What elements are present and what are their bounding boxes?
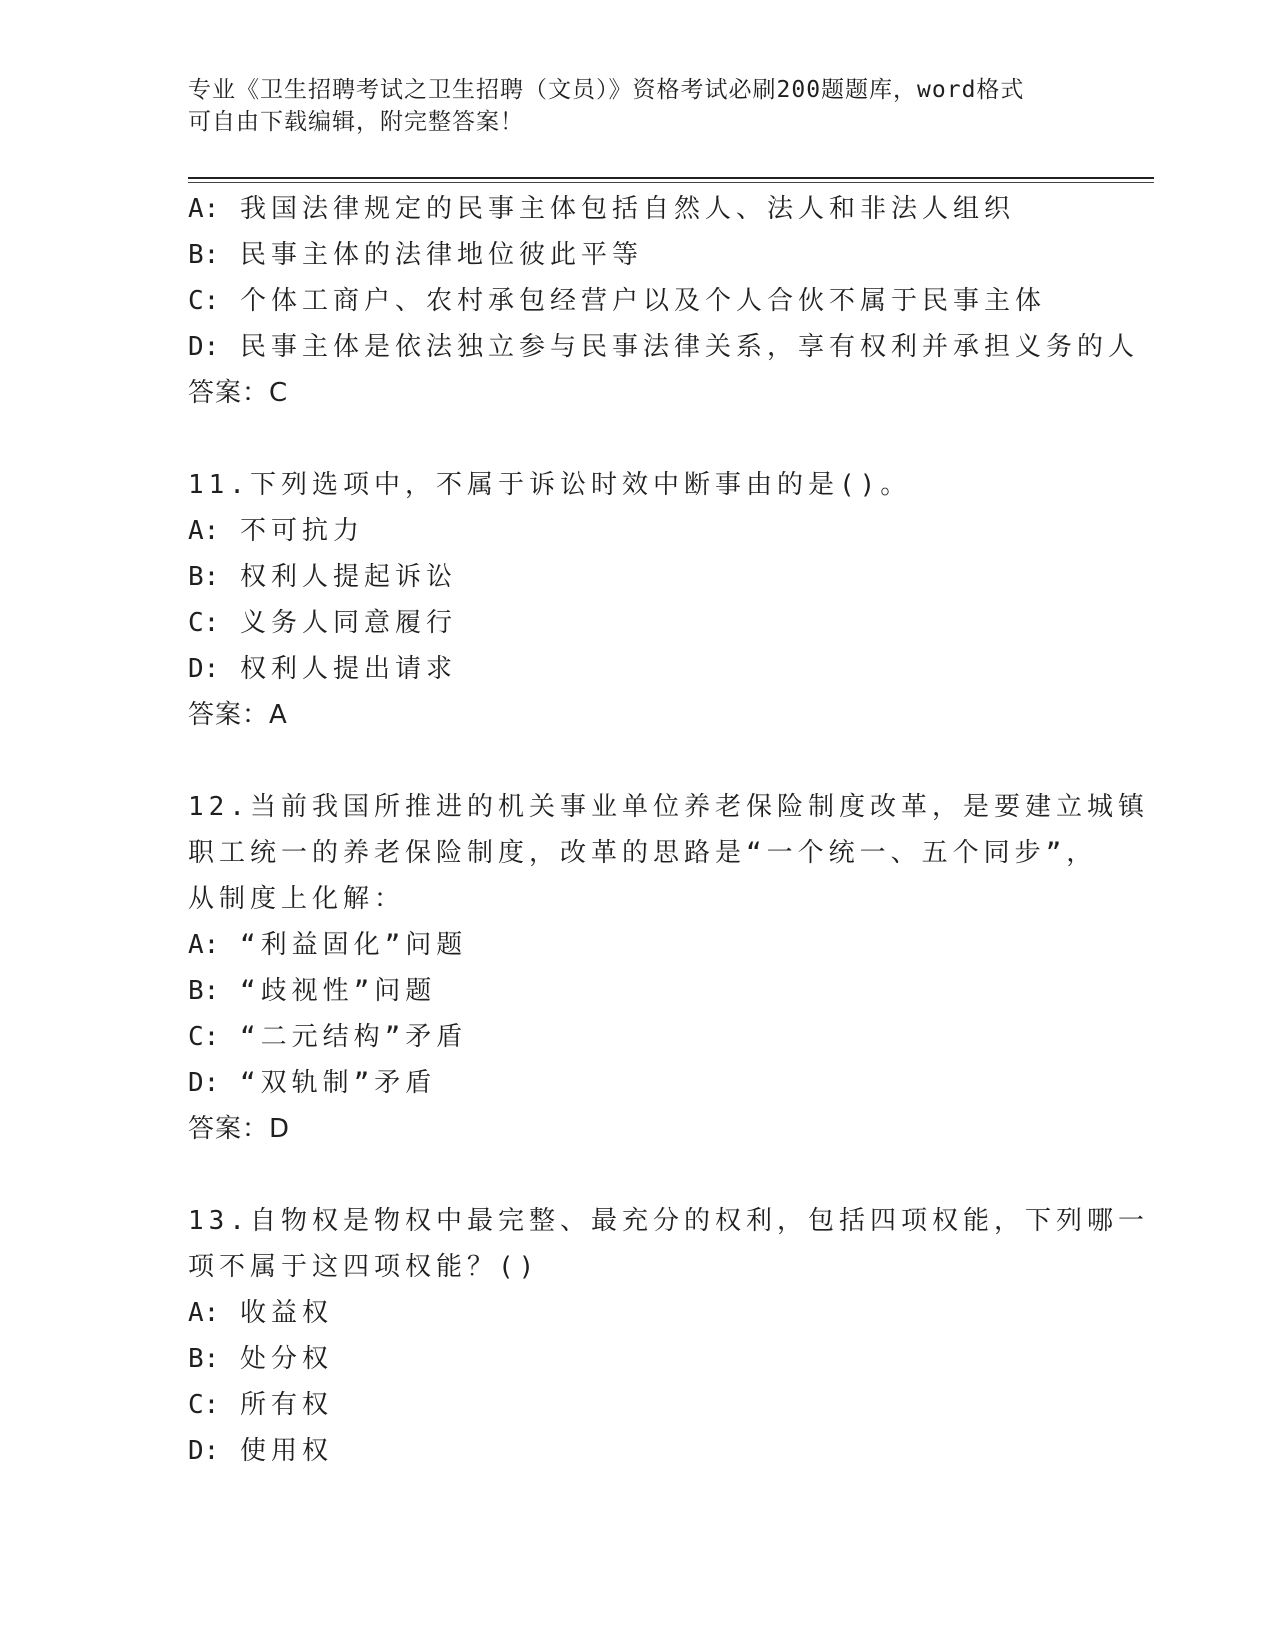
q11-option-d: D: 权利人提出请求 (188, 654, 457, 684)
q13-stem-line-2: 项不属于这四项权能？() (188, 1252, 540, 1282)
q13-option-d: D: 使用权 (188, 1436, 333, 1466)
q12-option-c: C: “二元结构”矛盾 (188, 1022, 468, 1052)
q12-stem-line-2: 职工统一的养老保险制度，改革的思路是“一个统一、五个同步”， (188, 838, 1098, 868)
q10-option-b: B: 民事主体的法律地位彼此平等 (188, 240, 643, 270)
q11-option-b: B: 权利人提起诉讼 (188, 562, 457, 592)
q10-option-c: C: 个体工商户、农村承包经营户以及个人合伙不属于民事主体 (188, 286, 1046, 316)
q10-option-a: A: 我国法律规定的民事主体包括自然人、法人和非法人组织 (188, 194, 1015, 224)
q11-option-a: A: 不可抗力 (188, 516, 364, 546)
q12-stem-line-1: 12.当前我国所推进的机关事业单位养老保险制度改革，是要建立城镇 (188, 792, 1149, 822)
q11-answer: 答案：A (188, 700, 288, 730)
header-title-line-2: 可自由下载编辑，附完整答案！ (188, 109, 524, 135)
q11-option-c: C: 义务人同意履行 (188, 608, 457, 638)
q13-option-c: C: 所有权 (188, 1390, 333, 1420)
q13-option-a: A: 收益权 (188, 1298, 333, 1328)
q12-option-d: D: “双轨制”矛盾 (188, 1068, 437, 1098)
header-title-line-1: 专业《卫生招聘考试之卫生招聘（文员）》资格考试必刷200题题库，word格式 (188, 77, 1025, 103)
q12-answer: 答案：D (188, 1114, 291, 1144)
q10-option-d: D: 民事主体是依法独立参与民事法律关系，享有权利并承担义务的人 (188, 332, 1139, 362)
header-divider-thin (188, 182, 1154, 183)
q12-option-b: B: “歧视性”问题 (188, 976, 437, 1006)
q12-option-a: A: “利益固化”问题 (188, 930, 468, 960)
document-header (188, 74, 1088, 138)
q13-stem-line-1: 13.自物权是物权中最完整、最充分的权利，包括四项权能，下列哪一 (188, 1206, 1149, 1236)
q13-option-b: B: 处分权 (188, 1344, 333, 1374)
q10-answer: 答案：C (188, 378, 289, 408)
header-divider-thick (188, 177, 1154, 179)
q11-stem: 11.下列选项中，不属于诉讼时效中断事由的是()。 (188, 470, 912, 500)
q12-stem-line-3: 从制度上化解： (188, 884, 406, 914)
